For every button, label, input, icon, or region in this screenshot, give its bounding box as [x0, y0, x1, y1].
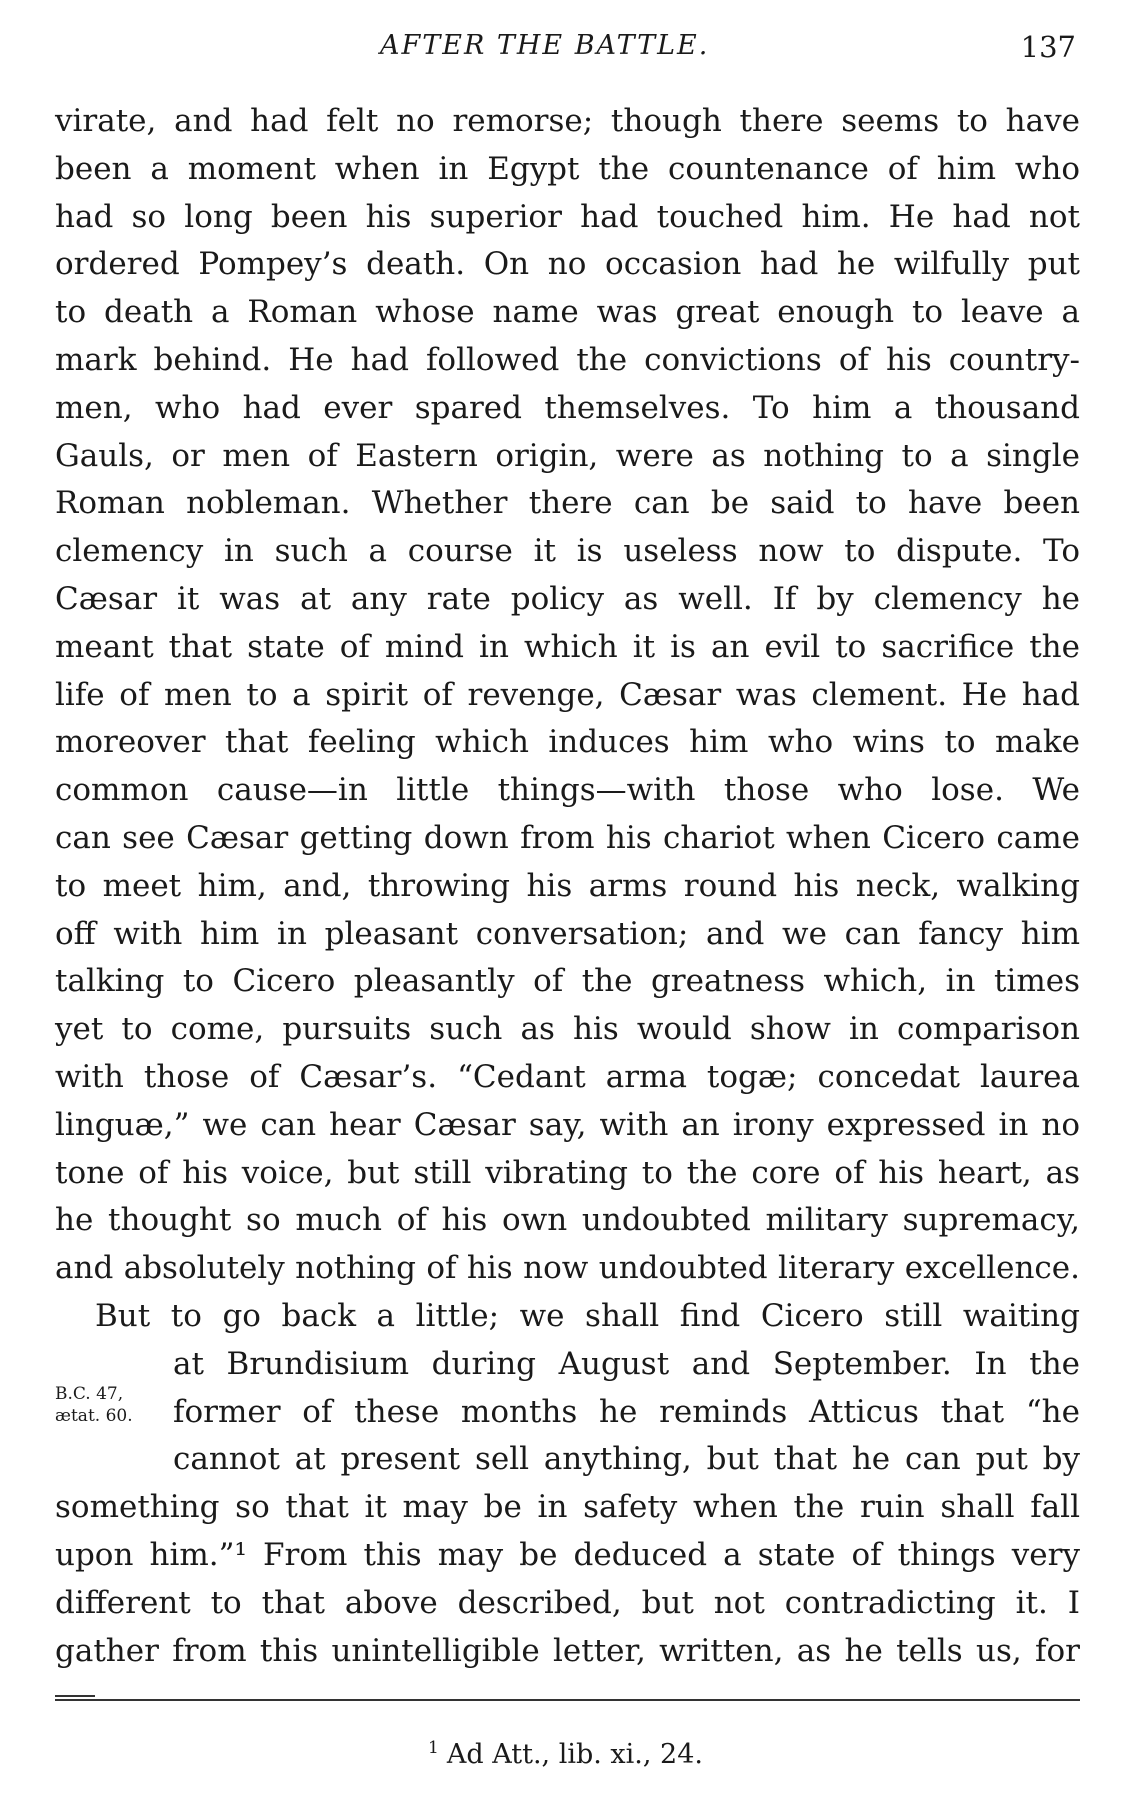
text-line: Cæsar it was at any rate policy as well. If by clemency he: [55, 580, 1080, 617]
text-line: something so that it may be in safety when the ruin shall fall: [55, 1489, 1080, 1526]
text-line: with those of Cæsar’s. “Cedant arma togæ; concedat laurea: [55, 1058, 1080, 1095]
text-line: can see Cæsar getting down from his chariot when Cicero came: [55, 819, 1080, 856]
text-line: linguæ,” we can hear Cæsar say, with an irony expressed in no: [55, 1106, 1080, 1143]
text-line: clemency in such a course it is useless now to dispute. To: [55, 533, 1080, 570]
text-line: he thought so much of his own undoubted military supremacy,: [55, 1202, 1080, 1239]
text-line: common cause—in little things—with those who lose. We: [55, 772, 1080, 809]
text-line: talking to Cicero pleasantly of the greatness which, in times: [55, 963, 1080, 1000]
page-header: [0, 30, 1131, 70]
footnote-marker: 1: [428, 1738, 439, 1758]
text-line: upon him.”¹ From this may be deduced a state of things very: [55, 1536, 1080, 1573]
body-text: [55, 98, 1080, 1675]
footnote-rule-left: [55, 1695, 95, 1697]
page-number: 137: [1020, 30, 1076, 64]
text-line: to meet him, and, throwing his arms round his neck, walking: [55, 867, 1080, 904]
text-line: ordered Pompey’s death. On no occasion had he wilfully put: [55, 246, 1080, 283]
text-line: meant that state of mind in which it is an evil to sacrifice the: [55, 628, 1080, 665]
text-line: had so long been his superior had touched him. He had not: [55, 198, 1080, 235]
text-line: Roman nobleman. Whether there can be said to have been: [55, 485, 1080, 522]
text-line: at Brundisium during August and September. In the: [173, 1345, 1080, 1382]
text-line: Gauls, or men of Eastern origin, were as nothing to a single: [55, 437, 1080, 474]
margin-note-date: [55, 1383, 155, 1427]
text-line: to death a Roman whose name was great enough to leave a: [55, 294, 1080, 331]
margin-note-year: B.C. 47,: [55, 1384, 124, 1404]
footnote-rule: [55, 1699, 1080, 1701]
text-line: life of men to a spirit of revenge, Cæsar was clement. He had: [55, 676, 1080, 713]
text-line: different to that above described, but not contradicting it. I: [55, 1584, 1080, 1621]
text-line: moreover that feeling which induces him who wins to make: [55, 724, 1080, 761]
text-line: mark behind. He had followed the convictions of his country-: [55, 341, 1080, 378]
text-line: and absolutely nothing of his now undoubted literary excellence.: [55, 1250, 1080, 1287]
text-line: tone of his voice, but still vibrating to the core of his heart, as: [55, 1154, 1080, 1191]
margin-note-age: ætat. 60.: [55, 1406, 133, 1426]
text-line: former of these months he reminds Atticus that “he: [173, 1393, 1080, 1430]
text-line: virate, and had felt no remorse; though there seems to have: [55, 103, 1080, 139]
text-line: men, who had ever spared themselves. To him a thousand: [55, 389, 1080, 426]
paragraph-start-line: But to go back a little; we shall find Cicero still waiting: [95, 1297, 1080, 1334]
footnote: [0, 1738, 1131, 1770]
text-line: been a moment when in Egypt the countenance of him who: [55, 150, 1080, 187]
text-line: yet to come, pursuits such as his would show in comparison: [55, 1011, 1080, 1048]
running-title: AFTER THE BATTLE.: [380, 30, 710, 61]
footnote-text: Ad Att., lib. xi., 24.: [446, 1739, 703, 1770]
text-line: cannot at present sell anything, but that he can put by: [173, 1441, 1080, 1478]
text-line: gather from this unintelligible letter, written, as he tells us, for: [55, 1632, 1080, 1669]
text-line: off with him in pleasant conversation; and we can fancy him: [55, 915, 1080, 952]
